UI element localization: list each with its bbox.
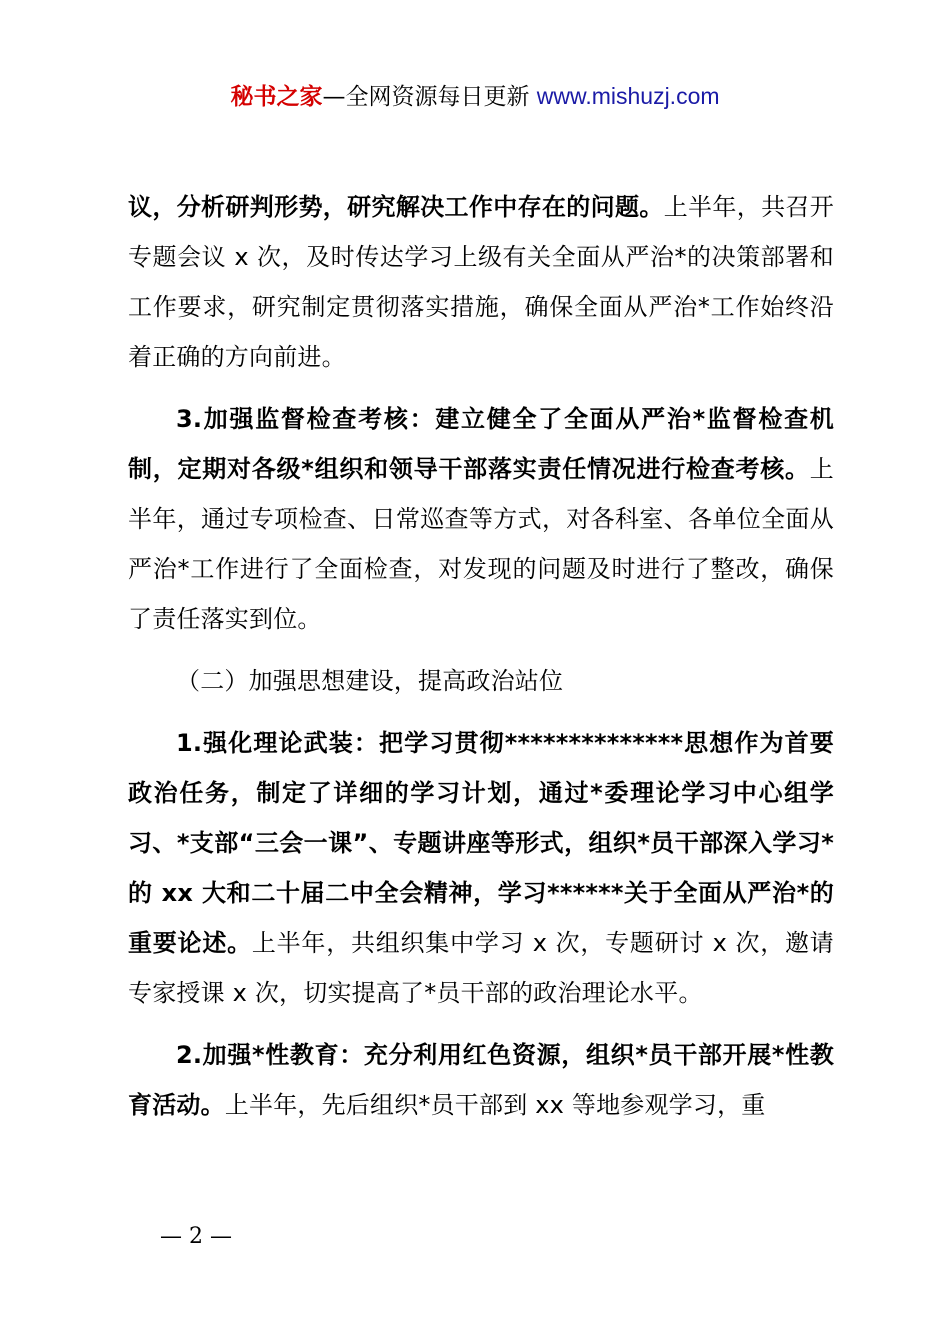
paragraph-supervision <box>128 394 834 644</box>
brand-name: 秘书之家 <box>230 84 323 110</box>
paragraph-lead-bold: 2.加强*性教育：充分利用红色资源，组织*员干部开展*性教育活动。 <box>128 1041 834 1119</box>
section-heading: （二）加强思想建设，提高政治站位 <box>176 667 564 695</box>
paragraph-education <box>128 1030 834 1130</box>
paragraph-text: 上半年，先后组织*员干部到 xx 等地参观学习，重 <box>224 1091 766 1119</box>
paragraph-theory <box>128 718 834 1018</box>
paragraph-text: 上半年，共组织集中学习 x 次，专题研讨 x 次，邀请专家授课 x 次，切实提高了*员干部的政治理论水平。 <box>128 929 834 1007</box>
page-header <box>0 80 950 113</box>
header-tagline: —全网资源每日更新 <box>322 84 537 110</box>
paragraph-continued <box>128 182 834 382</box>
paragraph-lead-bold: 1.强化理论武装：把学习贯彻**************思想作为首要政治任务，制定了详细的学习计划，通过*委理论学习中心组学习、*支部“三会一课”、专题讲座等形式，组织*员干部深入学习*的 xx 大和二十届二中全会精神，学习******关于全面从严治*的重要论述。 <box>128 729 834 957</box>
site-url-link[interactable]: www.mishuzj.com <box>536 83 720 109</box>
paragraph-lead-bold: 3.加强监督检查考核：建立健全了全面从严治*监督检查机制，定期对各级*组织和领导干部落实责任情况进行检查考核。 <box>128 405 834 483</box>
page-number: — 2 — <box>160 1224 232 1249</box>
paragraph-text: 上半年，共召开专题会议 x 次，及时传达学习上级有关全面从严治*的决策部署和工作要求，研究制定贯彻落实措施，确保全面从严治*工作始终沿着正确的方向前进。 <box>128 193 834 371</box>
paragraph-text: 上半年，通过专项检查、日常巡查等方式，对各科室、各单位全面从严治*工作进行了全面检查，对发现的问题及时进行了整改，确保了责任落实到位。 <box>128 455 834 633</box>
document-body <box>128 182 834 1130</box>
paragraph-lead-bold: 议，分析研判形势，研究解决工作中存在的问题。 <box>128 193 664 221</box>
